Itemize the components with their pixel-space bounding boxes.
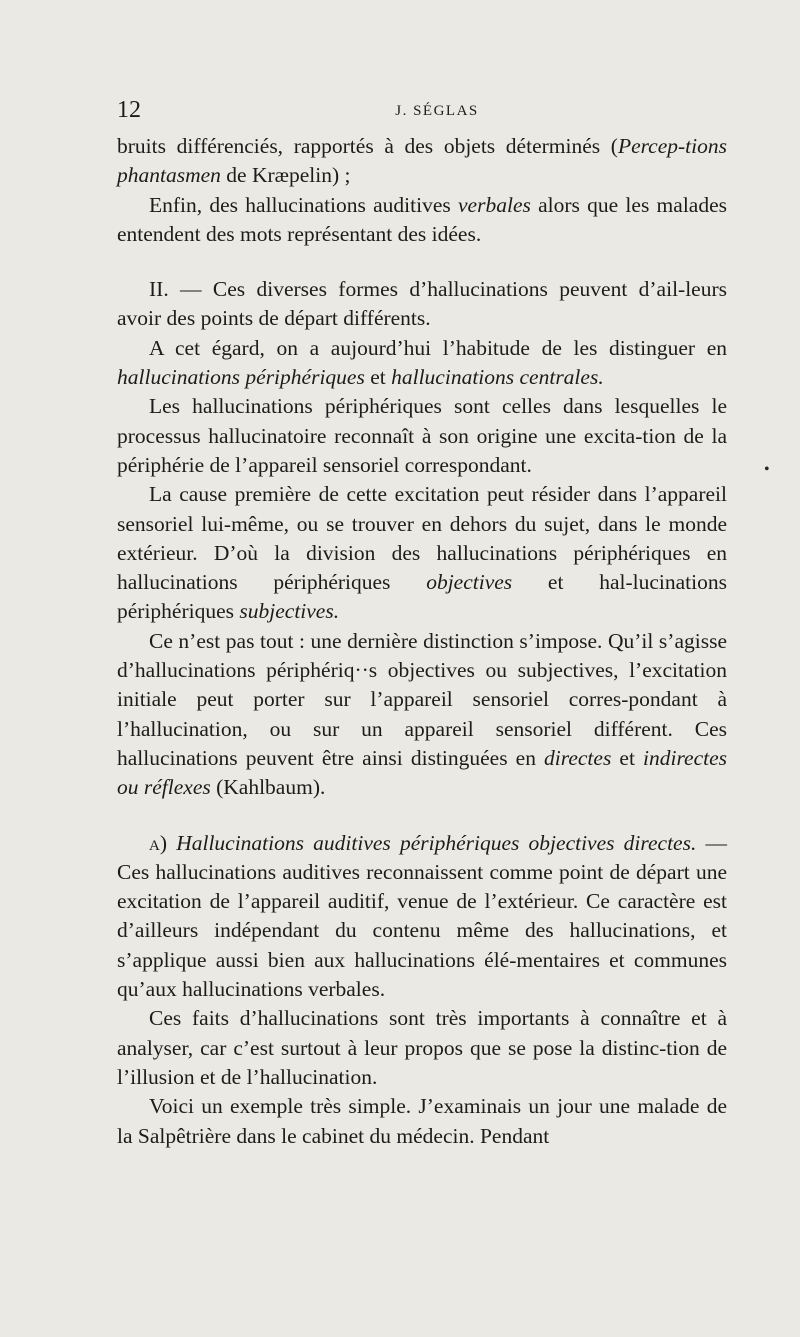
text-run: de Kræpelin) ; [220, 163, 351, 188]
text-run: Ces faits d’hallucinations sont très importants à connaître et à analyser, car c’est surtout à leur propos que se pose la distinc-tion de l’illusion et de l’hallucination. [117, 1006, 727, 1089]
paragraph [117, 1092, 727, 1151]
text-run: et [611, 745, 644, 770]
text-run: — Ces hallucinations auditives reconnaissent comme point de départ une excitation de l’appareil auditif, venue de l’extérieur. Ce caractère est d’ailleurs indépendant du contenu même des hallucinations, et s’applique aussi bien aux hallucinations élé-mentaires et communes qu’aux hallucinations verbales. [117, 830, 727, 1002]
paragraph [117, 132, 727, 191]
text-run: Voici un exemple très simple. J’examinais un jour une malade de la Salpêtrière dans le cabinet du médecin. Pendant [117, 1094, 727, 1148]
text-run: bruits différenciés, rapportés à des objets déterminés ( [117, 134, 618, 158]
text-run: Enfin, des hallucinations auditives [149, 192, 459, 217]
italic-text: directes [544, 745, 612, 770]
text-run: Ce n’est pas tout : une dernière distinction s’impose. Qu’il s’agisse d’hallucinations périphériq··s objectives ou subjectives, l’excitation initiale peut porter sur l’appareil sensoriel corres-pondant à l’hallucination, ou sur un appareil sensoriel différent. Ces hallucinations peuvent être ainsi distinguées en [117, 628, 727, 770]
text-run: ) [159, 830, 177, 855]
body-text [117, 132, 727, 1151]
text-run: La cause première de cette excitation peut résider dans l’appareil sensoriel lui-même, ou se trouver en dehors du sujet, dans le monde extérieur. D’où la division des hallucinations périphériques en hallucinations périphériques [117, 482, 727, 595]
italic-text: verbales [458, 192, 531, 217]
paragraph [117, 1004, 727, 1092]
paragraph [117, 480, 727, 626]
small-caps-text: a [149, 830, 160, 855]
text-run: A cet égard, on a aujourd’hui l’habitude de les distinguer en [149, 335, 727, 360]
text-run: et [364, 365, 392, 390]
italic-text: hallucinations centrales. [391, 365, 604, 390]
paragraph [117, 392, 727, 480]
page-number: 12 [117, 97, 141, 123]
paragraph [117, 627, 727, 803]
text-run: et hal-lucinations périphériques [117, 570, 727, 624]
italic-text: hallucinations périphériques [117, 365, 365, 390]
italic-text: subjectives. [239, 599, 340, 624]
running-head: J. SÉGLAS [395, 103, 479, 119]
italic-text: Percep-tions phantasmen [117, 134, 727, 188]
margin-mark: • [764, 461, 770, 478]
italic-text: indirectes ou réflexes [117, 745, 727, 800]
italic-text: objectives [426, 570, 513, 595]
text-run: Les hallucinations périphériques sont celles dans lesquelles le processus hallucinatoire reconnaît à son origine une excita-tion de la périphérie de l’appareil sensoriel correspondant. [117, 394, 727, 477]
italic-text: Hallucinations auditives périphériques objectives directes. [176, 830, 697, 855]
section-heading-paragraph [117, 275, 727, 334]
text-run: (Kahlbaum). [210, 775, 326, 800]
page-header [117, 96, 727, 124]
text-run: II. — Ces diverses formes d’hallucinations peuvent d’ail-leurs avoir des points de départ différents. [117, 277, 727, 331]
paragraph [117, 334, 727, 393]
subsection-paragraph [117, 829, 727, 1005]
paragraph [117, 191, 727, 250]
text-run: alors que les malades entendent des mots représentant des idées. [117, 192, 727, 246]
